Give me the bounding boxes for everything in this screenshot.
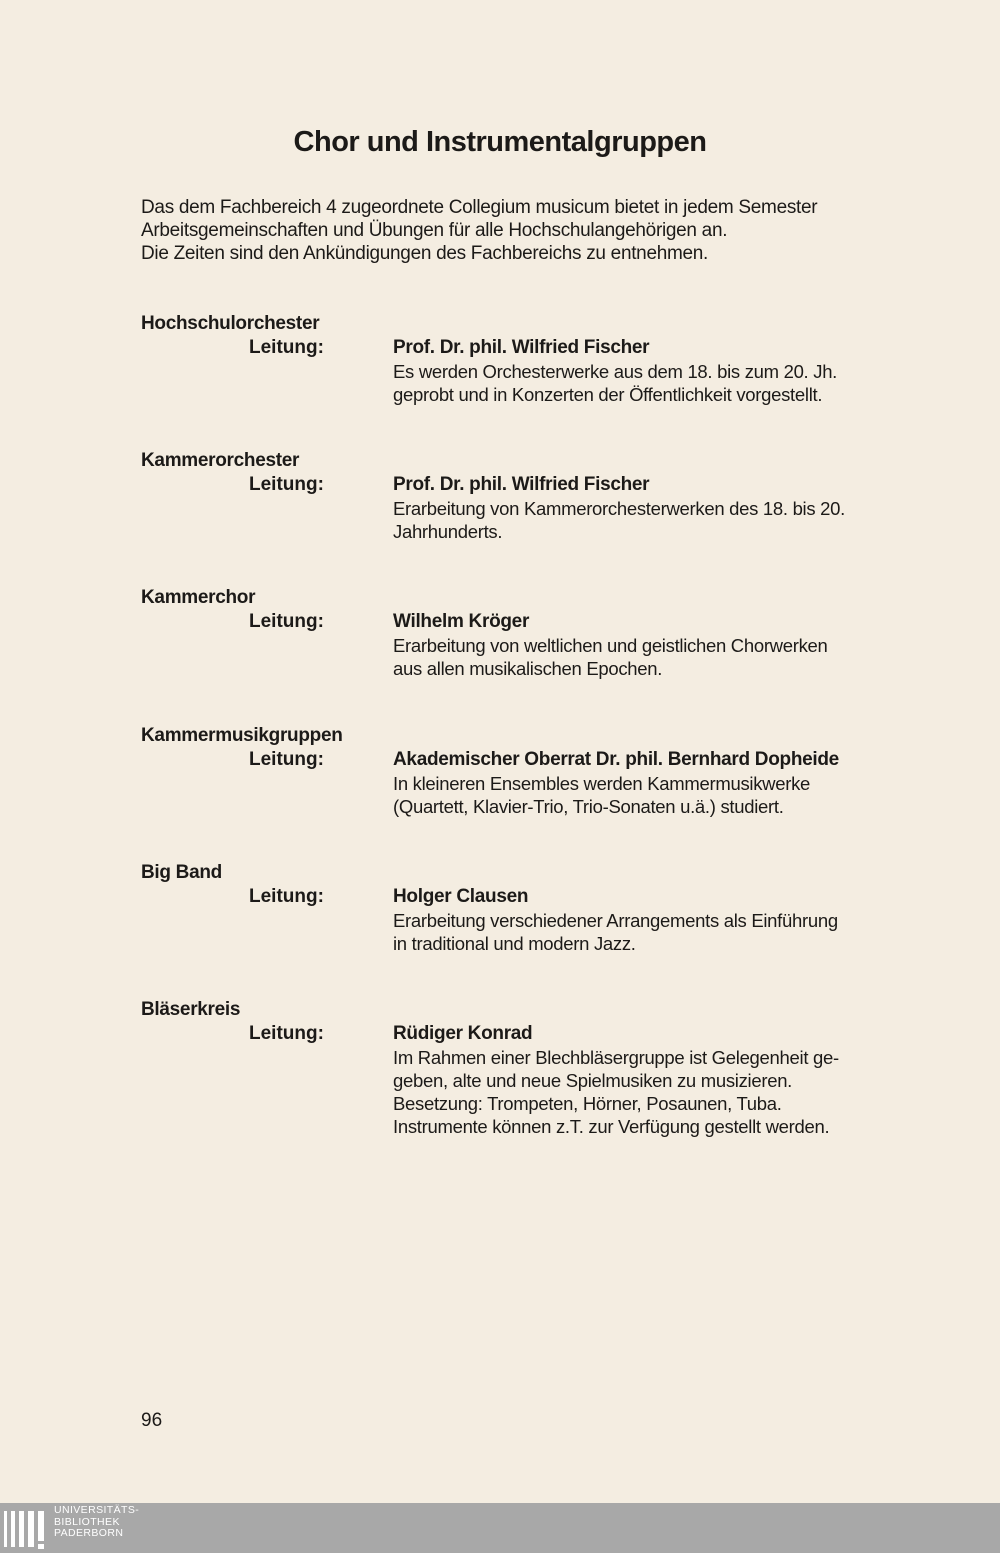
section-name: Bläserkreis <box>141 999 241 1020</box>
description-line: Im Rahmen einer Blechbläsergruppe ist Gelegenheit ge- <box>393 1047 839 1068</box>
page-number: 96 <box>141 1410 163 1431</box>
description-line: Erarbeitung von weltlichen und geistlichen Chorwerken <box>393 635 828 656</box>
section-description <box>393 634 913 680</box>
section-description <box>393 360 913 406</box>
university-library-logo-icon <box>4 1507 46 1551</box>
section-name: Big Band <box>141 862 222 883</box>
leitung-label: Leitung: <box>249 886 324 907</box>
description-line: aus allen musikalischen Epochen. <box>393 658 663 679</box>
description-line: geben, alte und neue Spielmusiken zu musizieren. <box>393 1070 793 1091</box>
section-description <box>393 497 913 543</box>
logo-text-line: UNIVERSITÄTS- <box>54 1504 140 1516</box>
leitung-label: Leitung: <box>249 611 324 632</box>
description-line: (Quartett, Klavier-Trio, Trio-Sonaten u.ä.) studiert. <box>393 796 784 817</box>
description-line: Erarbeitung von Kammerorchesterwerken des 18. bis 20. <box>393 498 845 519</box>
section-kammermusikgruppen <box>141 724 941 817</box>
section-description <box>393 909 913 955</box>
section-leiter: Prof. Dr. phil. Wilfried Fischer <box>393 337 650 358</box>
section-leiter: Prof. Dr. phil. Wilfried Fischer <box>393 474 650 495</box>
leitung-label: Leitung: <box>249 474 324 495</box>
leitung-label: Leitung: <box>249 337 324 358</box>
section-big-band <box>141 861 941 954</box>
intro-paragraph <box>141 196 931 265</box>
section-name: Kammerchor <box>141 587 256 608</box>
section-leiter: Akademischer Oberrat Dr. phil. Bernhard Dopheide <box>393 749 839 770</box>
logo-text-line: BIBLIOTHEK <box>54 1515 120 1528</box>
section-description <box>393 1046 913 1138</box>
library-footer-bar <box>0 1503 1000 1553</box>
description-line: Instrumente können z.T. zur Verfügung gestellt werden. <box>393 1116 830 1137</box>
section-kammerorchester <box>141 449 941 542</box>
section-leiter: Rüdiger Konrad <box>393 1023 533 1044</box>
description-line: geprobt und in Konzerten der Öffentlichkeit vorgestellt. <box>393 384 823 405</box>
intro-line: Die Zeiten sind den Ankündigungen des Fachbereichs zu entnehmen. <box>141 243 709 264</box>
section-name: Kammerorchester <box>141 450 300 471</box>
intro-line: Arbeitsgemeinschaften und Übungen für alle Hochschulangehörigen an. <box>141 220 728 241</box>
section-name: Hochschulorchester <box>141 313 320 334</box>
logo-text-line: PADERBORN <box>54 1527 124 1539</box>
section-leiter: Wilhelm Kröger <box>393 611 530 632</box>
description-line: Erarbeitung verschiedener Arrangements als Einführung <box>393 910 838 931</box>
intro-line: Das dem Fachbereich 4 zugeordnete Collegium musicum bietet in jedem Semester <box>141 197 818 218</box>
description-line: In kleineren Ensembles werden Kammermusikwerke <box>393 773 811 794</box>
description-line: Besetzung: Trompeten, Hörner, Posaunen, Tuba. <box>393 1093 782 1114</box>
section-kammerchor <box>141 586 941 679</box>
section-description <box>393 772 953 818</box>
leitung-label: Leitung: <box>249 749 324 770</box>
description-line: Jahrhunderts. <box>393 521 503 542</box>
leitung-label: Leitung: <box>249 1023 324 1044</box>
description-line: Es werden Orchesterwerke aus dem 18. bis zum 20. Jh. <box>393 361 838 382</box>
description-line: in traditional und modern Jazz. <box>393 933 636 954</box>
section-hochschulorchester <box>141 312 941 405</box>
page-title: Chor und Instrumentalgruppen <box>293 126 707 158</box>
section-name: Kammermusikgruppen <box>141 725 343 746</box>
section-leiter: Holger Clausen <box>393 886 529 907</box>
section-blaeserkreis <box>141 998 941 1137</box>
library-logo-text <box>54 1505 139 1540</box>
